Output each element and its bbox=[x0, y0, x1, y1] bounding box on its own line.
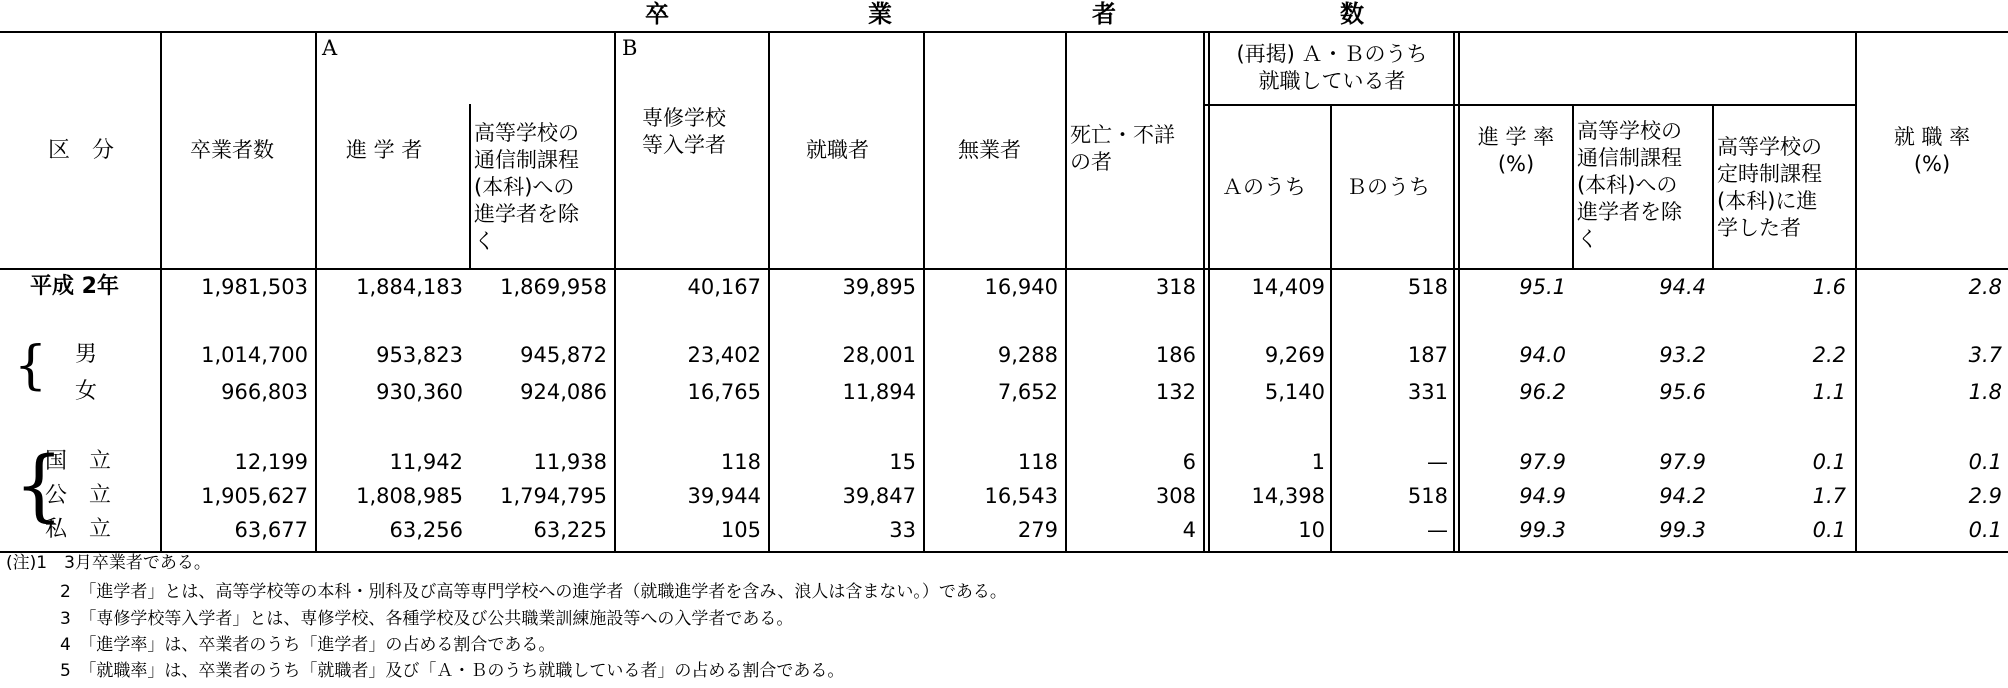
table-cell: 1,808,985 bbox=[356, 484, 463, 508]
table-cell: 1.8 bbox=[1968, 380, 2002, 404]
table-cell: 95.6 bbox=[1659, 380, 1706, 404]
table-cell: 118 bbox=[1017, 450, 1058, 474]
table-cell: 1,905,627 bbox=[201, 484, 308, 508]
table-cell: 11,942 bbox=[389, 450, 463, 474]
header-a-nouchi: Ａのうち bbox=[1222, 175, 1306, 199]
title-char-3: 者 bbox=[1092, 0, 1116, 28]
table-cell: 10 bbox=[1298, 518, 1325, 542]
table-cell: 11,938 bbox=[533, 450, 607, 474]
rule-header-bottom bbox=[0, 268, 2008, 270]
row-label: 公 立 bbox=[45, 483, 112, 508]
table-cell: 1,884,183 bbox=[356, 275, 463, 299]
table-cell: 9,269 bbox=[1264, 343, 1325, 367]
table-cell: 1,014,700 bbox=[201, 343, 308, 367]
row-label: 平成 2年 bbox=[30, 274, 119, 299]
table-cell: 945,872 bbox=[520, 343, 607, 367]
table-cell: 1,794,795 bbox=[500, 484, 607, 508]
table-cell: 12,199 bbox=[234, 450, 308, 474]
table-cell: 953,823 bbox=[376, 343, 463, 367]
col-line bbox=[614, 31, 616, 552]
header-teiji: 高等学校の 定時制課程 (本科)に進 学した者 bbox=[1717, 135, 1822, 240]
table-cell: — bbox=[1427, 450, 1448, 474]
header-shushokuritsu: 就 職 率 (%) bbox=[1893, 125, 1971, 176]
col-line bbox=[1330, 104, 1332, 552]
col-line bbox=[160, 31, 162, 552]
table-cell: 186 bbox=[1155, 343, 1196, 367]
header-b-nouchi: Ｂのうち bbox=[1346, 175, 1430, 199]
col-line bbox=[1203, 31, 1205, 552]
row-label: 私 立 bbox=[45, 517, 112, 542]
header-shushokusha: 就職者 bbox=[806, 138, 869, 162]
table-cell: 99.3 bbox=[1519, 518, 1566, 542]
table-cell: 4 bbox=[1182, 518, 1196, 542]
table-cell: 95.1 bbox=[1519, 275, 1566, 299]
table-cell: 318 bbox=[1155, 275, 1196, 299]
header-senshu: 専修学校 等入学者 bbox=[642, 106, 726, 157]
table-cell: 63,677 bbox=[234, 518, 308, 542]
table-cell: 1 bbox=[1311, 450, 1325, 474]
header-shibo: 死亡・不詳 の者 bbox=[1070, 123, 1175, 174]
table-cell: 39,944 bbox=[687, 484, 761, 508]
table-cell: 331 bbox=[1407, 380, 1448, 404]
row-label: 女 bbox=[75, 379, 98, 404]
table-cell: 94.0 bbox=[1519, 343, 1566, 367]
col-line bbox=[1453, 31, 1455, 552]
col-line bbox=[1208, 31, 1210, 552]
table-cell: 105 bbox=[720, 518, 761, 542]
table-cell: 3.7 bbox=[1968, 343, 2002, 367]
note-line: 2 「進学者」とは、高等学校等の本科・別科及び高等専門学校への進学者（就職進学者を含み、浪人は含まない。）である。 bbox=[60, 582, 1007, 602]
header-shingakuritsu: 進 学 率 (%) bbox=[1477, 125, 1555, 176]
table-cell: 2.8 bbox=[1968, 275, 2002, 299]
table-cell: 94.2 bbox=[1659, 484, 1706, 508]
title-char-4: 数 bbox=[1340, 0, 1364, 28]
title-char-1: 卒 bbox=[645, 0, 669, 28]
note-line: 3 「専修学校等入学者」とは、専修学校、各種学校及び公共職業訓練施設等への入学者である。 bbox=[60, 609, 794, 629]
brace-gender: { bbox=[14, 336, 48, 396]
table-cell: 0.1 bbox=[1968, 518, 2002, 542]
table-cell: 279 bbox=[1017, 518, 1058, 542]
table-cell: 308 bbox=[1155, 484, 1196, 508]
table-cell: 118 bbox=[720, 450, 761, 474]
table-cell: 33 bbox=[889, 518, 916, 542]
table-cell: 132 bbox=[1155, 380, 1196, 404]
table-cell: 39,847 bbox=[842, 484, 916, 508]
table-cell: 14,398 bbox=[1251, 484, 1325, 508]
table-cell: 1,981,503 bbox=[201, 275, 308, 299]
table-cell: 924,086 bbox=[520, 380, 607, 404]
table-cell: 2.2 bbox=[1812, 343, 1846, 367]
table-cell: 2.9 bbox=[1968, 484, 2002, 508]
table-cell: 1.6 bbox=[1812, 275, 1846, 299]
col-line bbox=[1572, 104, 1574, 269]
col-line bbox=[469, 104, 471, 269]
table-cell: 6 bbox=[1182, 450, 1196, 474]
table-cell: 23,402 bbox=[687, 343, 761, 367]
table-cell: 97.9 bbox=[1659, 450, 1706, 474]
col-line bbox=[1712, 104, 1714, 269]
rule-table-bottom bbox=[0, 551, 2008, 553]
table-cell: 930,360 bbox=[376, 380, 463, 404]
header-kubun: 区 分 bbox=[48, 138, 115, 163]
rule-subheader bbox=[1205, 104, 1855, 106]
header-graduates: 卒業者数 bbox=[190, 138, 274, 162]
header-koko-tsushin: 高等学校の 通信制課程 (本科)への 進学者を除 く bbox=[474, 121, 579, 253]
table-cell: 99.3 bbox=[1659, 518, 1706, 542]
table-cell: 96.2 bbox=[1519, 380, 1566, 404]
table-cell: 1,869,958 bbox=[500, 275, 607, 299]
brace-establishment: { bbox=[14, 441, 64, 531]
table-cell: 63,225 bbox=[533, 518, 607, 542]
table-cell: 39,895 bbox=[842, 275, 916, 299]
header-label-a: A bbox=[322, 36, 338, 60]
table-cell: 187 bbox=[1407, 343, 1448, 367]
table-cell: 1.7 bbox=[1812, 484, 1846, 508]
col-line bbox=[1855, 31, 1857, 552]
table-cell: 94.4 bbox=[1659, 275, 1706, 299]
col-line bbox=[1065, 31, 1067, 552]
table-cell: 11,894 bbox=[842, 380, 916, 404]
header-saikei: (再掲) Ａ・Ｂのうち 就職している者 bbox=[1236, 42, 1428, 93]
table-cell: 14,409 bbox=[1251, 275, 1325, 299]
col-line bbox=[768, 31, 770, 552]
note-line: 4 「進学率」は、卒業者のうち「進学者」の占める割合である。 bbox=[60, 635, 556, 655]
table-cell: 16,543 bbox=[984, 484, 1058, 508]
note-line: 5 「就職率」は、卒業者のうち「就職者」及び「Ａ・Ｂのうち就職している者」の占める割合である。 bbox=[60, 661, 845, 681]
header-label-b: B bbox=[622, 36, 638, 60]
note-line: (注)1 3月卒業者である。 bbox=[6, 553, 211, 573]
table-cell: 966,803 bbox=[221, 380, 308, 404]
title-char-2: 業 bbox=[868, 0, 892, 28]
col-line bbox=[923, 31, 925, 552]
row-label: 男 bbox=[75, 342, 98, 367]
table-cell: 28,001 bbox=[842, 343, 916, 367]
table-cell: 0.1 bbox=[1812, 518, 1846, 542]
table-cell: 16,940 bbox=[984, 275, 1058, 299]
table-cell: 16,765 bbox=[687, 380, 761, 404]
table-cell: 93.2 bbox=[1659, 343, 1706, 367]
table-cell: 7,652 bbox=[997, 380, 1058, 404]
col-line bbox=[315, 31, 317, 552]
table-cell: 15 bbox=[889, 450, 916, 474]
table-cell: 40,167 bbox=[687, 275, 761, 299]
table-cell: 5,140 bbox=[1264, 380, 1325, 404]
table-cell: 9,288 bbox=[997, 343, 1058, 367]
table-cell: 518 bbox=[1407, 275, 1448, 299]
table-cell: 0.1 bbox=[1812, 450, 1846, 474]
header-mugyosha: 無業者 bbox=[958, 138, 1021, 162]
table-cell: 1.1 bbox=[1812, 380, 1846, 404]
table-cell: 518 bbox=[1407, 484, 1448, 508]
header-shingakusha: 進 学 者 bbox=[346, 138, 423, 162]
header-koko-tsushin-2: 高等学校の 通信制課程 (本科)への 進学者を除 く bbox=[1577, 119, 1682, 251]
row-label: 国 立 bbox=[45, 449, 112, 474]
table-cell: 63,256 bbox=[389, 518, 463, 542]
col-line bbox=[1458, 31, 1460, 552]
rule-header-top bbox=[0, 31, 2008, 33]
table-cell: 0.1 bbox=[1968, 450, 2002, 474]
table-cell: 97.9 bbox=[1519, 450, 1566, 474]
table-cell: — bbox=[1427, 518, 1448, 542]
table-cell: 94.9 bbox=[1519, 484, 1566, 508]
